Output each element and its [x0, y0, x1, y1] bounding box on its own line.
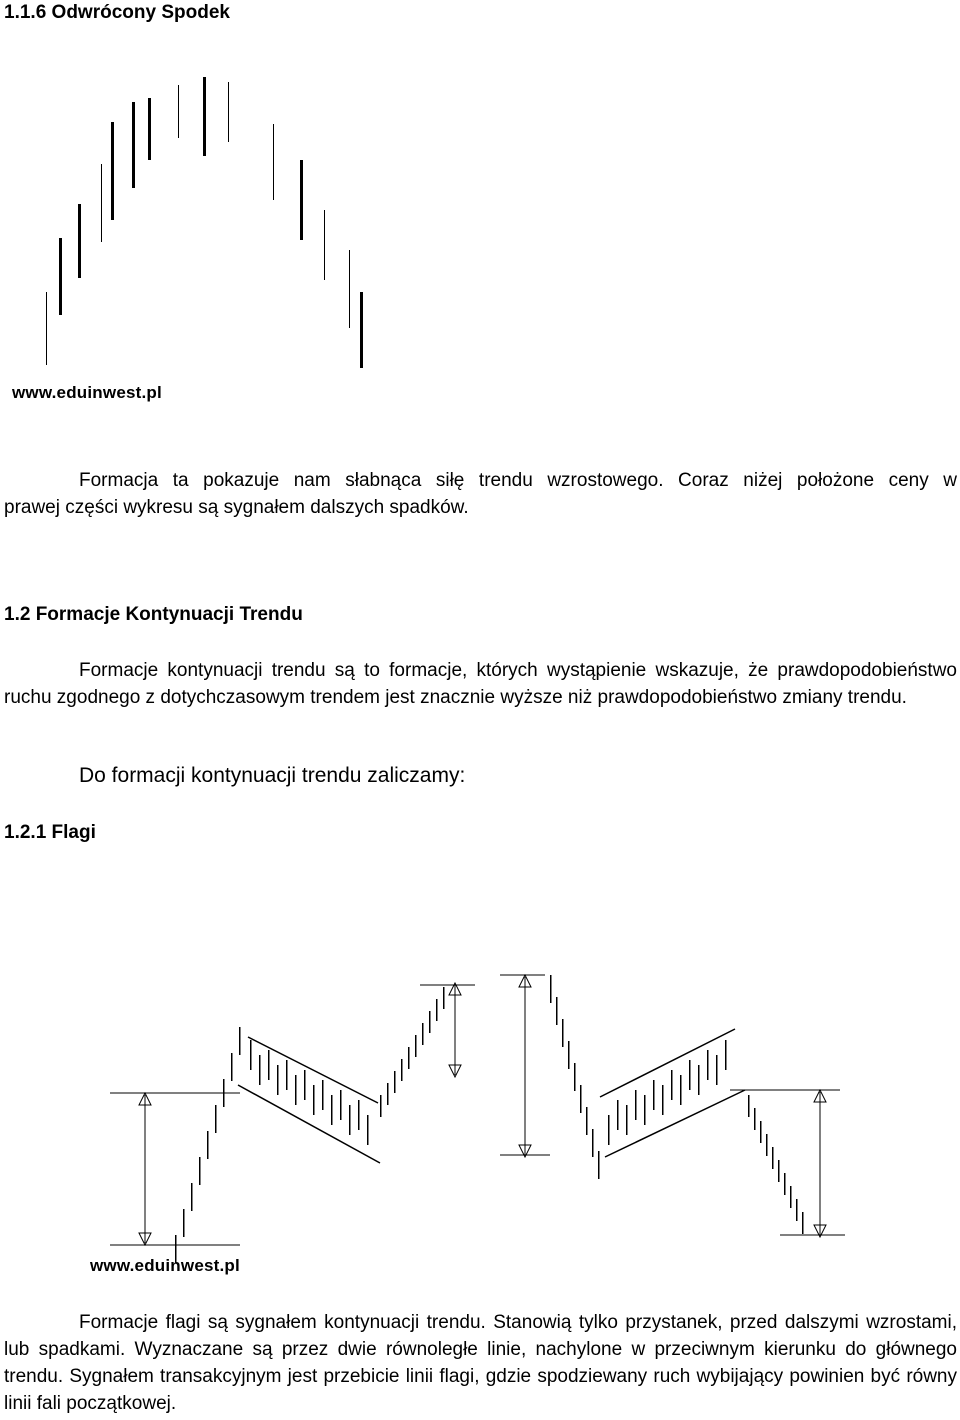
bull-bar-18	[322, 1080, 324, 1110]
saucer-bar-11	[273, 124, 274, 200]
list-intro: Do formacji kontynuacji trendu zaliczamy:	[79, 764, 466, 787]
bear-bar-8	[592, 1129, 594, 1157]
bull-bar-23	[367, 1115, 369, 1145]
paragraph-continuation-patterns: Formacje kontynuacji trendu są to formacje, których wystąpienie wskazuje, że prawdopodobieństwo ruchu zgodnego z dotychczasowym trendem jest znacznie wyższe niż prawdopodobieństwo zmiany trendu.	[4, 660, 957, 708]
saucer-bar-7	[148, 98, 151, 160]
bear-bar-31	[790, 1186, 792, 1208]
bull-bar-29	[415, 1035, 417, 1057]
bear-bar-29	[778, 1160, 780, 1182]
saucer-bar-12	[300, 160, 303, 240]
bear-bar-28	[772, 1147, 774, 1169]
section-heading-1-2-1: 1.2.1 Flagi	[4, 822, 96, 843]
saucer-bar-4	[101, 164, 102, 242]
bull-bar-12	[268, 1050, 270, 1080]
bull-bar-21	[349, 1105, 351, 1135]
bear-bar-27	[766, 1134, 768, 1156]
saucer-bar-5	[111, 122, 114, 220]
bull-bar-10	[250, 1040, 252, 1070]
bull-bar-15	[295, 1075, 297, 1105]
bull-bar-9	[239, 1027, 241, 1055]
paragraph-saucer-description	[4, 467, 957, 521]
watermark-flags: www.eduinwest.pl	[90, 1256, 240, 1275]
bear-bar-2	[556, 997, 558, 1025]
bull-bar-6	[215, 1105, 217, 1133]
bear-bar-25	[754, 1108, 756, 1130]
bear-bar-5	[574, 1063, 576, 1091]
saucer-bar-6	[132, 102, 135, 188]
bull-bar-5	[207, 1131, 209, 1159]
bull-bar-3	[191, 1183, 193, 1211]
bear-bar-22	[716, 1055, 718, 1085]
paragraph-saucer-line2: prawej części wykresu są sygnałem dalszych spadków.	[4, 497, 469, 518]
bear-bar-1	[550, 975, 552, 1003]
bull-bar-31	[429, 1011, 431, 1033]
saucer-bar-9	[203, 77, 206, 156]
bull-bar-25	[387, 1083, 389, 1105]
saucer-bar-14	[349, 250, 350, 328]
bull-bar-26	[394, 1071, 396, 1093]
bear-bar-20	[698, 1065, 700, 1095]
bull-bar-11	[259, 1055, 261, 1085]
bear-flag-upper	[600, 1029, 735, 1097]
bear-bar-32	[796, 1199, 798, 1221]
bull-bar-22	[358, 1100, 360, 1130]
bull-bar-7	[223, 1079, 225, 1107]
bull-bar-32	[436, 999, 438, 1021]
bear-bar-15	[653, 1080, 655, 1110]
bear-bar-18	[680, 1075, 682, 1105]
paragraph-saucer-line1: Formacja ta pokazuje nam słabnąca siłę trendu wzrostowego. Coraz niżej położone ceny w	[79, 470, 957, 491]
paragraph-flags-description: Formacje flagi są sygnałem kontynuacji trendu. Stanowią tylko przystanek, przed dalszymi wzrostami, lub spadkami. Wyznaczane są przez dwie równoległe linie, nachylone w przeciwnym kierunku do głównego trendu. Sygnałem transakcyjnym jest przebicie linii flagi, gdzie spodziewany ruch wybijający powinien być równy linii fali początkowej.	[4, 1312, 957, 1414]
bull-bar-24	[380, 1095, 382, 1117]
bull-bar-4	[199, 1157, 201, 1185]
bear-bar-11	[617, 1100, 619, 1130]
bull-bar-19	[331, 1095, 333, 1125]
section-heading-1-2: 1.2 Formacje Kontynuacji Trendu	[4, 604, 303, 625]
saucer-bar-15	[360, 292, 363, 368]
bear-bar-30	[784, 1173, 786, 1195]
inverted-saucer-chart	[0, 60, 400, 380]
bear-bar-33	[802, 1212, 804, 1234]
bull-bar-30	[422, 1023, 424, 1045]
bull-bar-28	[408, 1047, 410, 1069]
bear-bar-7	[586, 1107, 588, 1135]
bear-bar-24	[748, 1095, 750, 1117]
bear-bar-4	[568, 1041, 570, 1069]
section-heading-1-1-6: 1.1.6 Odwrócony Spodek	[4, 2, 230, 23]
saucer-bar-3	[78, 204, 81, 278]
bear-bar-13	[635, 1090, 637, 1120]
bear-bar-17	[671, 1070, 673, 1100]
bull-bar-27	[401, 1059, 403, 1081]
bull-bar-33	[443, 987, 445, 1009]
saucer-bar-2	[59, 238, 62, 315]
bull-bar-8	[231, 1053, 233, 1081]
watermark-saucer: www.eduinwest.pl	[12, 383, 162, 402]
bear-bar-9	[598, 1151, 600, 1179]
bull-bar-2	[183, 1209, 185, 1237]
bull-bar-16	[304, 1070, 306, 1100]
bear-bar-6	[580, 1085, 582, 1113]
bull-bar-20	[340, 1090, 342, 1120]
bear-bar-26	[760, 1121, 762, 1143]
bear-bar-16	[662, 1085, 664, 1115]
saucer-bar-1	[46, 292, 47, 365]
saucer-bar-10	[228, 82, 229, 142]
bull-bar-13	[277, 1065, 279, 1095]
saucer-bar-13	[324, 210, 325, 280]
bull-bar-17	[313, 1085, 315, 1115]
flags-chart	[80, 945, 940, 1265]
bear-bar-10	[608, 1115, 610, 1145]
bear-bar-3	[562, 1019, 564, 1047]
bear-bar-23	[725, 1040, 727, 1070]
bear-bar-14	[644, 1095, 646, 1125]
bear-bar-21	[707, 1050, 709, 1080]
bear-bar-12	[626, 1105, 628, 1135]
saucer-bar-8	[178, 85, 179, 138]
bear-bar-19	[689, 1060, 691, 1090]
bull-bar-14	[286, 1060, 288, 1090]
